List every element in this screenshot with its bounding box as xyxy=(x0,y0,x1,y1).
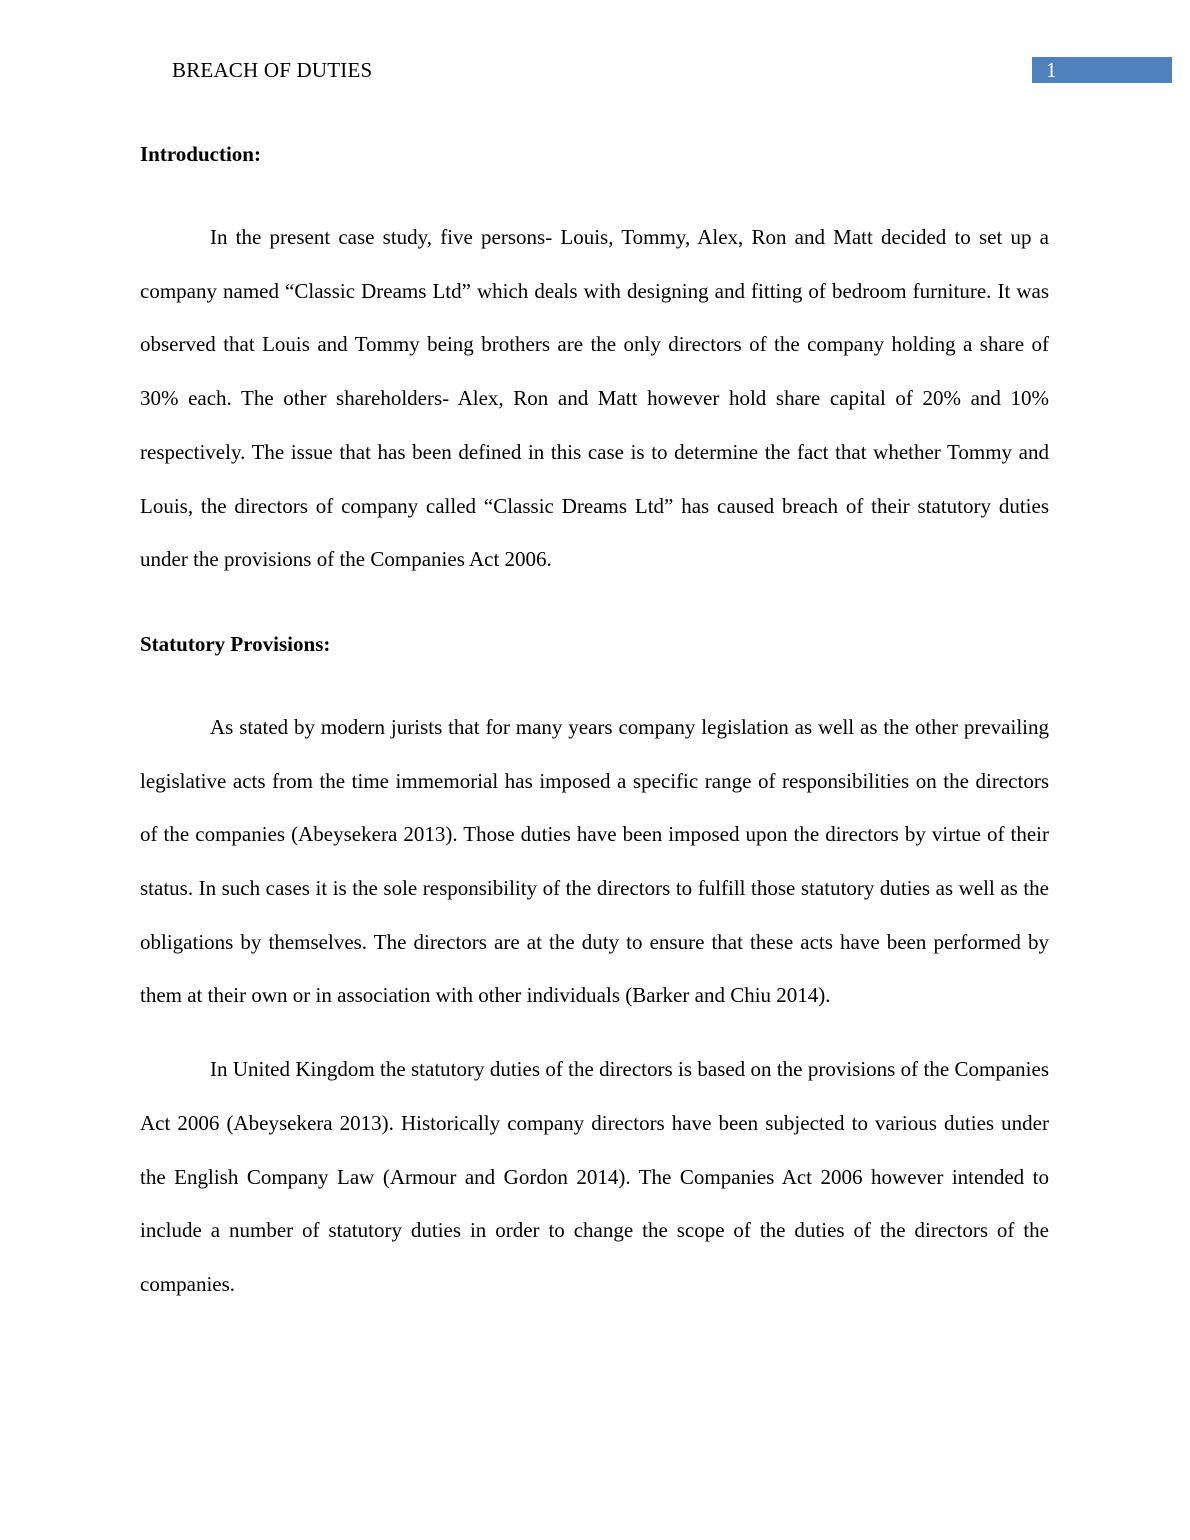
body-paragraph: As stated by modern jurists that for many years company legislation as well as the other prevailing legislative acts from the time immemorial has imposed a specific range of responsibilities on the directors of the companies (Abeysekera 2013). Those duties have been imposed upon the directors by virtue of their status. In such cases it is the sole responsibility of the directors to fulfill those statutory duties as well as the obligations by themselves. The directors are at the duty to ensure that these acts have been performed by them at their own or in association with other individuals (Barker and Chiu 2014). xyxy=(140,714,1049,1008)
running-header-title: BREACH OF DUTIES xyxy=(172,58,373,82)
page-number: 1 xyxy=(1046,58,1057,82)
document-body xyxy=(140,138,1049,1312)
body-paragraph: In United Kingdom the statutory duties of the directors is based on the provisions of the Companies Act 2006 (Abeysekera 2013). Historically company directors have been subjected to various duties under the English Company Law (Armour and Gordon 2014). The Companies Act 2006 however intended to include a number of statutory duties in order to change the scope of the duties of the directors of the companies. xyxy=(140,1057,1049,1296)
body-paragraph: In the present case study, five persons- Louis, Tommy, Alex, Ron and Matt decided to set up a company named “Classic Dreams Ltd” which deals with designing and fitting of bedroom furniture. It was observed that Louis and Tommy being brothers are the only directors of the company holding a share of 30% each. The other shareholders- Alex, Ron and Matt however hold share capital of 20% and 10% respectively. The issue that has been defined in this case is to determine the fact that whether Tommy and Louis, the directors of company called “Classic Dreams Ltd” has caused breach of their statutory duties under the provisions of the Companies Act 2006. xyxy=(140,225,1049,572)
section-heading-introduction: Introduction: xyxy=(140,142,261,166)
section-heading-statutory-provisions: Statutory Provisions: xyxy=(140,631,331,656)
page-number-box xyxy=(1032,57,1172,83)
